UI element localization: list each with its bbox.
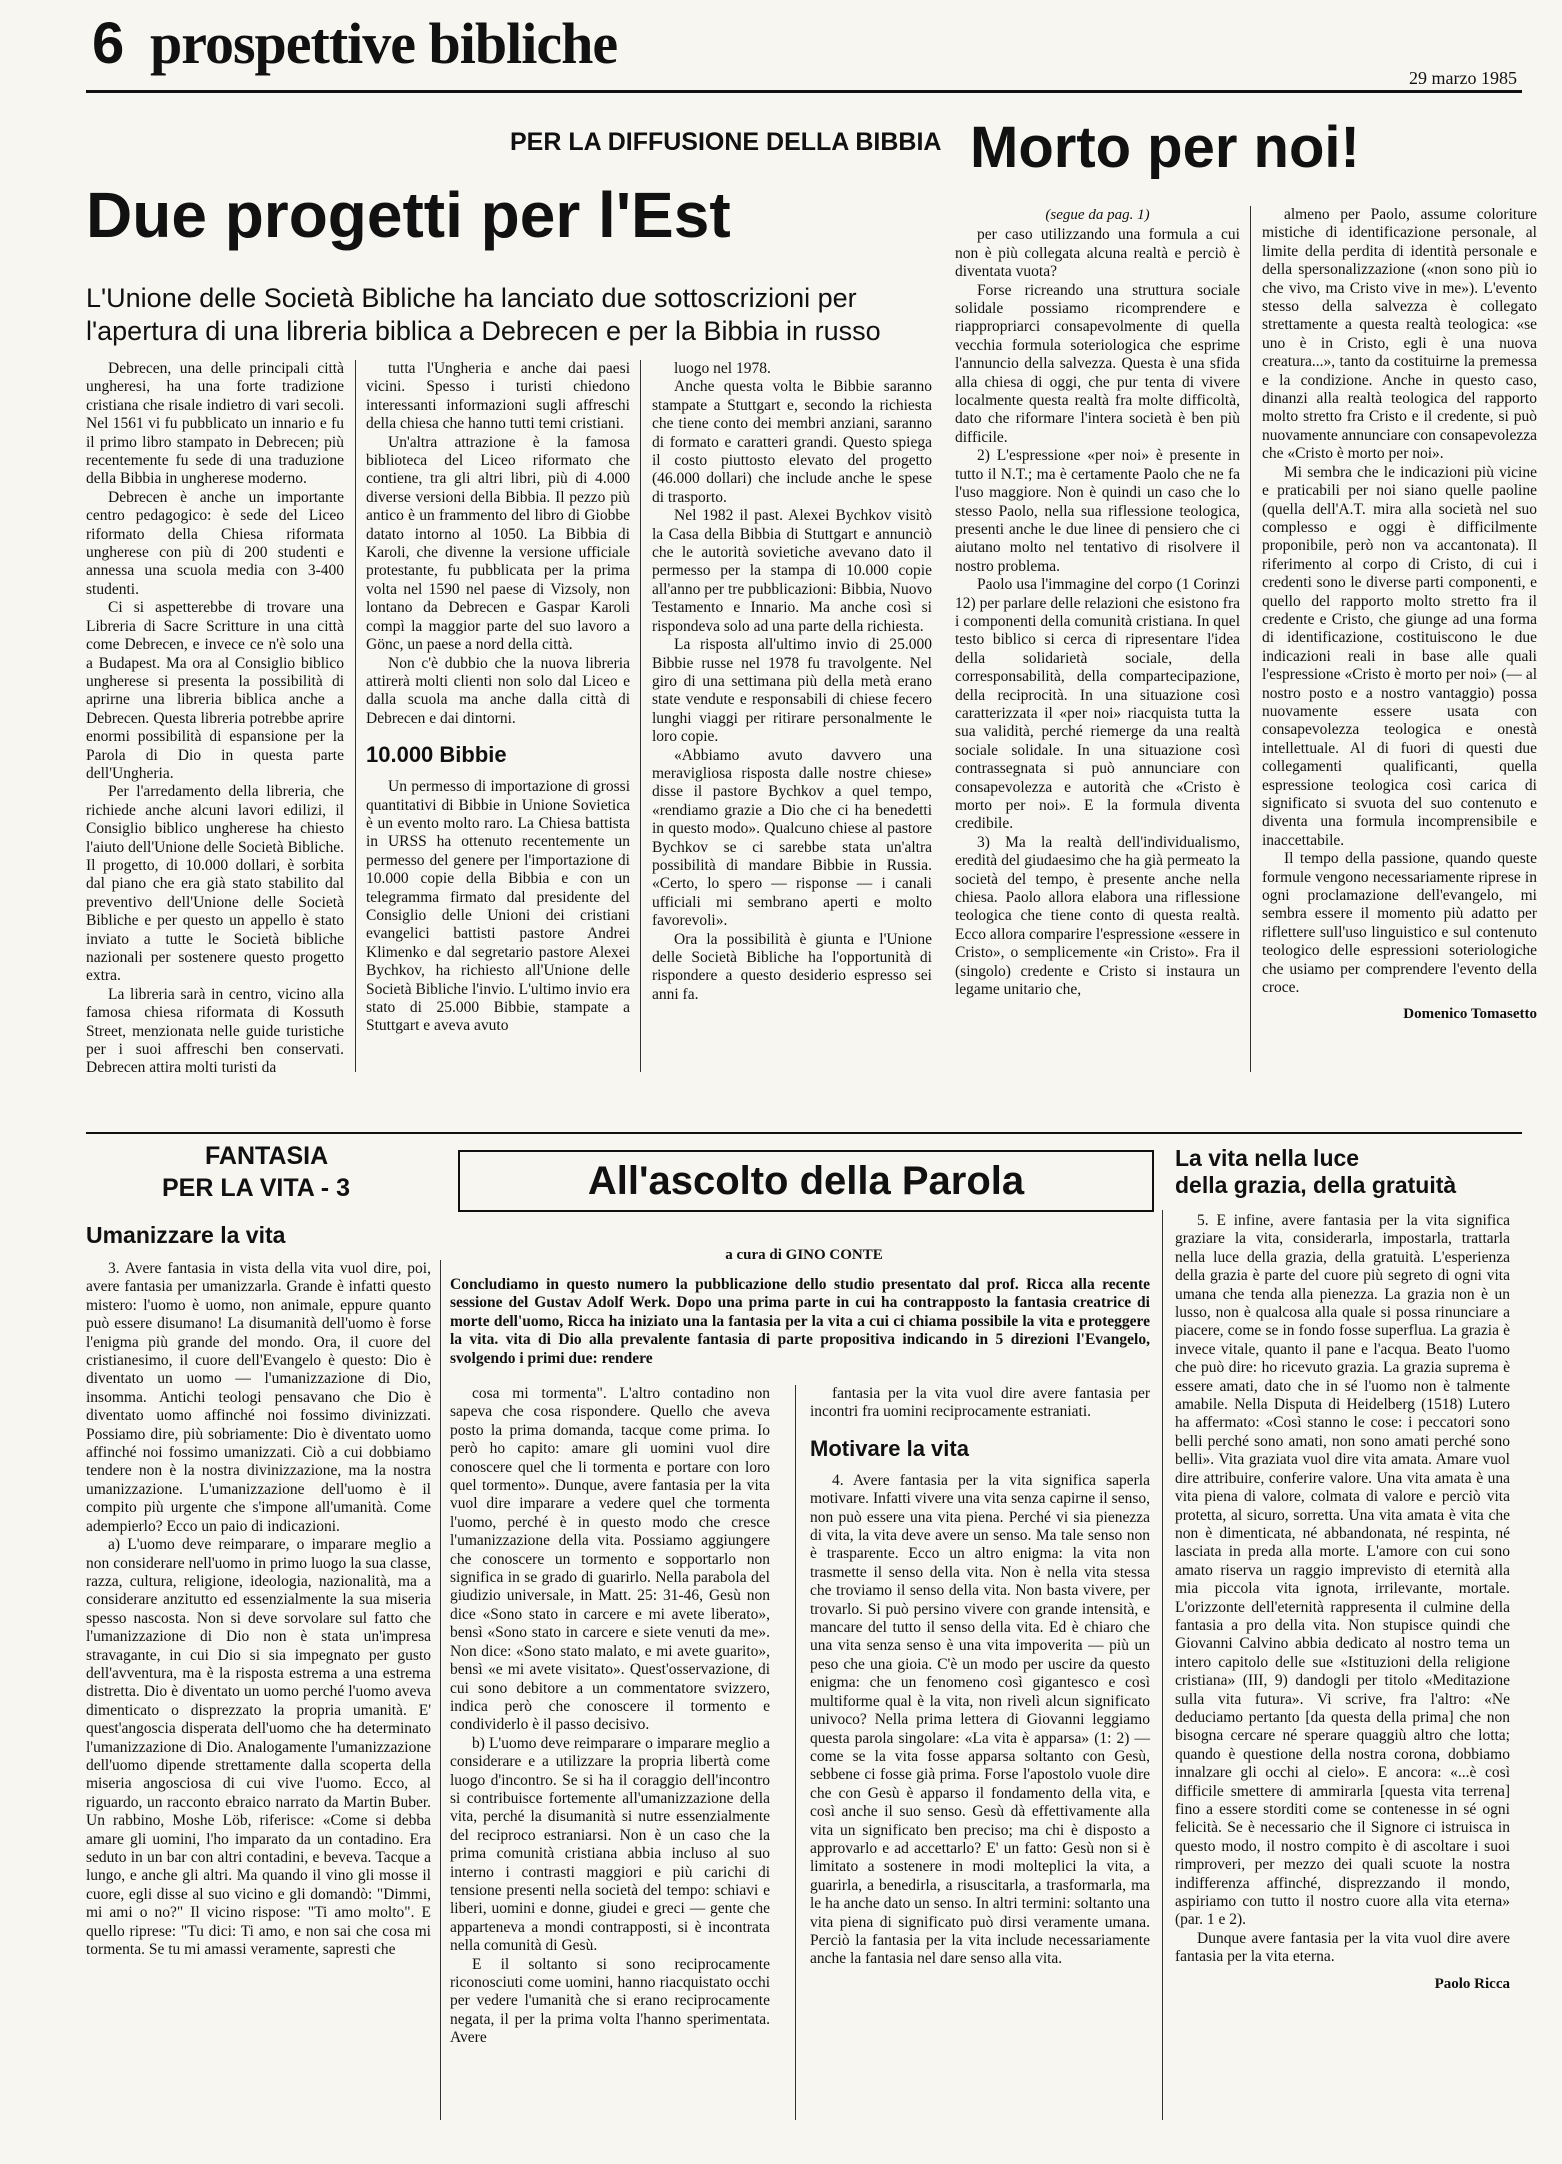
article1-deck: L'Unione delle Società Bibliche ha lanciato due sottoscrizioni per l'apertura di una libreria biblica a Debrecen e per la Bibbia in russo <box>86 283 881 346</box>
article3-col1 <box>86 1260 431 1959</box>
article3-editor: a cura di GINO CONTE <box>725 1247 883 1263</box>
paragraph: per caso utilizzando una formula a cui non è più collegata alcuna realtà e perciò è diventata vuota? <box>955 226 1240 281</box>
paragraph: almeno per Paolo, assume coloriture mistiche di identificazione personale, al limite della perdita di identità personale e della spersonalizzazione («non sono più io che vivo, ma Cristo vive in me»). L'evento stesso della salvezza è collegato strettamente a questa realtà teologica: «se uno è in Cristo, egli è una nuova creatura...», tanto da costituirne la premessa e la condizione. Anche in questo caso, dinanzi alla realtà teologica del rapporto molto stretto fra Cristo e il credente, si può nuovamente annunciare con consapevolezza che «Cristo è morto per noi». <box>1262 206 1537 463</box>
masthead-rule <box>86 90 1522 93</box>
paragraph: Anche questa volta le Bibbie saranno stampate a Stuttgart e, secondo la richiesta che tiene conto dei membri anziani, saranno di formato e caratteri grandi. Questo spiega il costo piuttosto elevato del progetto (46.000 dollari) che include anche le spese di trasporto. <box>652 378 932 506</box>
paragraph: Per l'arredamento della libreria, che richiede anche alcuni lavori edilizi, il Consiglio biblico ungherese ha chiesto l'aiuto dell'Unione delle Società Bibliche. Il progetto, di 10.000 dollari, è sorbita dal piano che era già stato stabilito dal preventivo dell'Unione delle Società Bibliche e per questo un appello è stato inviato a tutte le Società bibliche nazionali per sostenere questo progetto extra. <box>86 783 344 985</box>
article2-col2 <box>1262 206 1537 1024</box>
paragraph: 2) L'espressione «per noi» è presente in tutto il N.T.; ma è certamente Paolo che ne fa l'uso maggiore. Non è quindi un caso che lo stesso Paolo, nella sua riflessione teologica, presenti anche le due linee di pensiero che ci aiutano molto nel tentativo di risolvere il nostro problema. <box>955 447 1240 575</box>
paragraph: Ora la possibilità è giunta e l'Unione delle Società Bibliche ha l'opportunità di rispondere a questo desiderio espresso sei anni fa. <box>652 930 932 1003</box>
paragraph: Mi sembra che le indicazioni più vicine e praticabili per noi siano quelle paoline (quella dell'A.T. mira alla società nel suo complesso e oggi è difficilmente proponibile, però non va accantonata). Il riferimento al corpo di Cristo, di cui i credenti sono le diverse parti componenti, e quello del rapporto molto stretto fra il credente e Cristo, che giunge ad una forma di identificazione, costituiscono le due indicazioni reali in base alle quali l'espressione «Cristo è morto per noi» (— al nostro posto e a nostro vantaggio) possa nuovamente essere usata con consapevolezza teologica e onestà intellettuale. Al di fuori di questi due collegamenti qualificanti, quella espressione teologica così carica di significato si svuota del suo contenuto e diventa una formula incomprensibile e inaccettabile. <box>1262 463 1537 849</box>
article2-headline: Morto per noi! <box>970 115 1360 180</box>
issue-date: 29 marzo 1985 <box>1409 68 1517 88</box>
paragraph: cosa mi tormenta". L'altro contadino non sapeva che cosa rispondere. Quello che aveva posto la prima domanda, tacque come prima. Io però ho capito: amare gli uomini vuol dire conoscere quel che li tormenta e portare con loro quel tormento». Dunque, avere fantasia per la vita vuol dire imparare a vedere quel che tormenta l'uomo, perché è in questo modo che cresce l'umanizzazione della vita. Possiamo aggiungere che conoscere un tormento e sopportarlo non significa in se grado di guarirlo. Nella parabola del giudizio universale, in Matt. 25: 31-46, Gesù non dice «Sono stato in carcere e mi avete liberato», bensì «Sono stato in carcere e siete venuti da me». Non dice: «Sono stato malato, e mi avete guarito», bensì «e mi avete visitato». Quest'osservazione, di cui sono debitore a un commentatore svizzero, indica però che conoscere il tormento e condividerlo è il passo decisivo. <box>450 1385 770 1734</box>
paragraph: Dunque avere fantasia per la vita vuol dire avere fantasia per la vita eterna. <box>1175 1929 1510 1966</box>
article3-intro: Concludiamo in questo numero la pubblicazione dello studio presentato dal prof. Ricca alla recente sessione del Gustav Adolf Werk. Dopo una prima parte in cui ha contrapposto la fantasia creatrice di morte dell'uomo, Ricca ha iniziato una la fantasia per la vita a cui ci chiama possibile la vita e proteggere la vita. vita di Dio alla prevalente fantasia di parte propositiva indicando in 5 direzioni l'Evangelo, svolgendo i primi due: rendere <box>450 1276 1150 1367</box>
article1-col1 <box>86 360 344 1078</box>
article1-headline: Due progetti per l'Est <box>86 179 731 251</box>
article3-col3 <box>810 1385 1150 1969</box>
column-divider <box>1162 1210 1163 2120</box>
paragraph: Debrecen è anche un importante centro pedagogico: è sede del Liceo riformato della Chiesa riformata ungherese con più di 200 studenti e annessa una scuola media con 3-400 studenti. <box>86 488 344 598</box>
paragraph: Un permesso di importazione di grossi quantitativi di Bibbie in Unione Sovietica è un evento molto raro. La Chiesa battista in URSS ha ottenuto recentemente un permesso del genere per l'importazione di 10.000 copie della Bibbia e con un telegramma firmato dal presidente del Consiglio delle Unioni dei cristiani evangelici battisti pastore Andrei Klimenko e dal segretario pastore Alexei Bychkov, ha richiesto all'Unione delle Società Bibliche l'invio. L'ultimo invio era stato di 25.000 Bibbie, stampate a Stuttgart e aveva avuto <box>366 778 630 1035</box>
paragraph: Paolo usa l'immagine del corpo (1 Corinzi 12) per parlare delle relazioni che esistono fra i componenti della comunità cristiana. In quel testo biblico si cerca di ripresentare l'idea della solidarietà sociale, della corresponsabilità, della compartecipazione, della reciprocità. In una situazione così caratterizzata il «per noi» riacquista tutta la sua validità, perché riemerge da una realtà sociale solidale. In una situazione così contrassegnata si può annunciare con consapevolezza e autorità che «Cristo è morto per noi». E la formula diventa credibile. <box>955 576 1240 833</box>
paragraph: Debrecen, una delle principali città ungheresi, ha una forte tradizione cristiana che risale indietro di vari secoli. Nel 1561 vi fu pubblicato un innario e fu il primo libro stampato in Debrecen; più recentemente fu sede di una traduzione della Bibbia in ungherese moderno. <box>86 360 344 488</box>
article2-author: Domenico Tomasetto <box>1403 1006 1537 1023</box>
article2-col1 <box>955 206 1240 999</box>
section-title: prospettive bibliche <box>150 11 618 76</box>
column-divider <box>1250 206 1251 1072</box>
page-number: 6 <box>92 11 125 76</box>
paragraph: Ci si aspetterebbe di trovare una Libreria di Sacre Scritture in una città come Debrecen, e invece ce n'è solo una a Budapest. Ma ora al Consiglio biblico ungherese si presenta la possibilità di aprirne una libreria biblica anche a Debrecen. Questa libreria potrebbe aprire enormi possibilità di espansione per la Parola di Dio in questa parte dell'Ungheria. <box>86 599 344 782</box>
paragraph: Un'altra attrazione è la famosa biblioteca del Liceo riformato che contiene, tra gli altri libri, più di 4.000 diverse versioni della Bibbia. Il pezzo più antico è un frammento del libro di Giobbe datato intorno al 1050. La Bibbia di Karoli, che divenne la versione ufficiale protestante, fu pubblicata per la prima volta nel 1590 nel paese di Vizsoly, non lontano da Debrecen e Gaspar Karoli compì la maggior parte del suo lavoro a Gönc, un paese a nord della città. <box>366 433 630 654</box>
column-divider <box>640 360 641 1072</box>
paragraph: tutta l'Ungheria e anche dai paesi vicini. Spesso i turisti chiedono interessanti informazioni sugli affreschi della chiesa che hanno tutti temi cristiani. <box>366 360 630 433</box>
article1-col2 <box>366 360 630 1036</box>
paragraph: La libreria sarà in centro, vicino alla famosa chiesa riformata di Kossuth Street, menzionata nelle guide turistiche per i suoi affreschi ben conservati. Debrecen attira molti turisti da <box>86 985 344 1077</box>
article3-subhead-2: Motivare la vita <box>810 1435 969 1461</box>
paragraph: 3) Ma la realtà dell'individualismo, eredità del giudaesimo che ha già permeato la società del tempo, è presente anche nella chiesa. Paolo allora elabora una riflessione teologica che tiene conto di questa realtà. Ecco allora comparire l'espressione «essere in Cristo», o semplicemente «in Cristo». Fra il (singolo) credente e Cristo si instaura un legame unitario che, <box>955 833 1240 999</box>
article1-kicker: PER LA DIFFUSIONE DELLA BIBBIA <box>510 128 942 156</box>
paragraph: «Abbiamo avuto davvero una meravigliosa risposta dalle nostre chiese» disse il pastore Bychkov a quel tempo, «rendiamo grazie a Dio che ci ha benedetti in questo modo». Qualcuno chiese al pastore Bychkov se ci sarebbe stata un'altra possibilità di mandare Bibbie in Russia. «Certo, lo spero — risponse — i canali ufficiali mi sembrano aperti e molto favorevoli». <box>652 746 932 930</box>
paragraph: luogo nel 1978. <box>674 360 771 377</box>
paragraph: Non c'è dubbio che la nuova libreria attirerà molti clienti non solo dal Liceo e dalla scuola ma anche dalla città di Debrecen e dai dintorni. <box>366 654 630 727</box>
article3-col4 <box>1175 1212 1510 1993</box>
paragraph: 3. Avere fantasia in vista della vita vuol dire, poi, avere fantasia per umanizzarla. Grande è infatti questo mistero: l'uomo è uomo, non animale, eppure quanto può essere disumano! La disumanità dell'uomo è forse l'enigma più grande del mondo. Ora, il cuore del cristianesimo, il cuore dell'Evangelo è questo: Dio è diventato un uomo — l'umanizzazione di Dio, insomma. Antichi teologi pensavano che Dio è diventato uomo affinché noi fossimo divinizzati. Possiamo dire, più sobriamente: Dio è diventato uomo affinché noi fossimo umanizzati. Ciò a cui dobbiamo tendere non è la nostra divinizzazione, ma la nostra umanizzazione. L'umanizzazione dell'uomo è il compito più urgente che s'impone all'umanità. Come adempierlo? Ecco un paio di indicazioni. <box>86 1260 431 1535</box>
paragraph: Il tempo della passione, quando queste formule vengono necessariamente riprese in ogni proclamazione dell'evangelo, mi sembra essere il momento più adatto per riflettere sull'uso linguistico e sul contenuto teologico delle espressioni soteriologiche che usiamo per comprendere l'evento della croce. <box>1262 850 1537 997</box>
paragraph: 4. Avere fantasia per la vita significa saperla motivare. Infatti vivere una vita senza capirne il senso, non può essere una vita piena. Perché vi sia pienezza di vita, la vita deve avere un senso. Ma tale senso non è trasparente. Ecco un altro enigma: la vita non trasmette il senso della vita. Non è nella vita stessa che troviamo il senso della vita. Non basta vivere, per trovarlo. Si può persino vivere con grande intensità, e mancare del tutto il senso della vita. Ed è chiaro che una vita senza senso è una vita impoverita — più un peso che una gioia. C'è un modo per uscire da questo enigma: che un fenomeno così gigantesco e così multiforme qual è la vita, non rivelì alcun significato univoco? Nella prima lettera di Giovanni leggiamo questa parola singolare: «La vita è apparsa» (1: 2) — come se la vita fosse apparsa soltanto con Gesù, sebbene ci fosse già prima. Forse l'apostolo vuole dire che con Gesù è apparso il fondamento della vita, e così anche il suo senso. Gesù dà effettivamente alla vita un significato ben preciso; ma chi è disposto a approvarlo e ad accettarlo? E' un fatto: Gesù non si è limitato a sostenere in modi molteplici la vita, a guarirla, a benedirla, a risuscitarla, a trasformarla, ma le ha anche dato un senso. In altri termini: soltanto una vita piena di significato può dirsi veramente umana. Perciò la fantasia per la vita include necessariamente anche la fantasia nel dare senso alla vita. <box>810 1471 1150 1968</box>
paragraph: La risposta all'ultimo invio di 25.000 Bibbie russe nel 1978 fu travolgente. Nel giro di una settimana più della metà erano state vendute e responsabili di chiese fecero lunghi viaggi per ritirare personalmente le loro copie. <box>652 636 932 746</box>
article3-author: Paolo Ricca <box>1434 1975 1510 1992</box>
article3-kicker-line1: FANTASIA <box>205 1142 329 1170</box>
paragraph: Forse ricreando una struttura sociale solidale possiamo ricomprendere e riappropriarci consapevolmente di quella vecchia formula soteriologica che esprime l'annuncio della salvezza. Questa è una sfida alla chiesa di oggi, che pur tenta di vivere localmente questa realtà fra molte difficoltà, dato che riformare l'intera società è ben più difficile. <box>955 281 1240 446</box>
paragraph: Nel 1982 il past. Alexei Bychkov visitò la Casa della Bibbia di Stuttgart e annunciò che le autorità sovietiche avevano dato il permesso per la stampa di 10.000 copie all'anno per tre pubblicazioni: Bibbia, Nuovo Testamento e Innario. Ma anche così si rispondeva solo ad una parte della richiesta. <box>652 507 932 635</box>
article3-col2 <box>450 1385 770 2048</box>
continued-note: (segue da pag. 1) <box>1045 207 1150 223</box>
column-divider <box>355 360 356 1072</box>
paragraph: fantasia per la vita vuol dire avere fantasia per incontri fra uomini reciprocamente estraniati. <box>810 1385 1150 1421</box>
paragraph: E il soltanto si sono reciprocamente riconosciuti come uomini, hanno riacquistato occhi per vedere l'umanità che si erano reciprocamente negata, il per la prima volta l'hanno sperimentata. Avere <box>450 1955 770 2047</box>
article1-subhead: 10.000 Bibbie <box>366 742 507 768</box>
column-divider <box>440 1260 441 2120</box>
article3-side-headline-2: della grazia, della gratuità <box>1175 1172 1457 1198</box>
paragraph: b) L'uomo deve reimparare o imparare meglio a considerare e a utilizzare la propria libertà come luogo d'incontro. Se si ha il coraggio dell'incontro si contribuisce fortemente all'umanizzazione della vita, perché la disumanità si nutre essenzialmente del reciproco estraniarsi. Non è un caso che la prima comunità cristiana abbia incluso al suo interno i contrasti maggiori e più carichi di tensione presenti nella società del tempo: schiavi e liberi, uomini e donne, giudei e greci — gente che apparteneva a mondi contrapposti, si è incontrata nella comunità di Gesù. <box>450 1734 770 1955</box>
article3-subhead-1: Umanizzare la vita <box>86 1222 286 1248</box>
article3-kicker-line2: PER LA VITA - 3 <box>162 1174 350 1202</box>
paragraph: 5. E infine, avere fantasia per la vita significa graziare la vita, considerarla, impostarla, trattarla nella luce della grazia, della gratuità. L'esperienza della grazia è parte del cuore più segreto di ogni vita umana che tenda alla pienezza. La grazia non è un lusso, non è qualcosa alla quale si possa rinunciare a piacere, come se in fondo fosse superflua. La grazia è invece vitale, quanto il pane e l'acqua. Beato l'uomo che può dire: ho ricevuto grazia. La grazia suprema è essere amati, dato che in sé l'uomo non è talmente amabile. Nella Disputa di Heidelberg (1518) Lutero ha affermato: «Così stanno le cose: i peccatori sono belli perché sono amati, non sono amati perché sono belli». Vita graziata vuol dire vita amata. Amare vuol dire attribuire, conferire valore. Una vita amata è una vita piena di valore, colmata di valore e perciò vita protetta, al sicuro, sorretta. Una vita amata è vita che non è dimenticata, né abbandonata, né respinta, né lasciata in preda alla morte. L'amore con cui sono amato riserva un raggio imprevisto di eternità alla mia piccola vita ignota, irrilevante, mortale. L'orizzonte dell'eternità rappresenta il culmine della fantasia a pro della vita. Non stupisce quindi che Giovanni Calvino abbia dedicato al nostro tema un intero capitolo delle sue «Istituzioni della religione cristiana» (III, 9) dandogli per titolo «Meditazione sulla vita futura». Vi scrive, fra l'altro: «Ne deduciamo pertanto [da questa della prima] che non bisogna cercare né sperare quaggiù altro che lotta; quando è questione della nostra corona, dobbiamo innalzare gli occhi al cielo». E ancora: «...è così difficile smettere di ammirarla [questa vita terrena] fino a essere storditi come se contenesse in sé ogni felicità. Se è necessario che il Signore ci istruisca in questo modo, il nostro compito è di ascoltare i suoi rimproveri, per mezzo dei quali scuote la nostra indifferenza affinché, disprezzando il mondo, aspiriamo con tutto il nostro cuore alla vita eterna» (par. 1 e 2). <box>1175 1212 1510 1929</box>
column-divider <box>795 1385 796 2120</box>
article3-box-headline: All'ascolto della Parola <box>458 1150 1154 1212</box>
article3-side-headline-1: La vita nella luce <box>1175 1145 1360 1171</box>
section-rule <box>86 1132 1522 1134</box>
article1-col3 <box>652 360 932 1004</box>
paragraph: a) L'uomo deve reimparare, o imparare meglio a non considerare nell'uomo in primo luogo la sua classe, razza, cultura, religione, ideologia, nazionalità, ma a considerare anzitutto ed essenzialmente la sua miseria spesso nascosta. Non si deve sorvolare sul fatto che l'umanizzazione di Dio non è stata un'impresa stravagante, in cui Dio si sia impegnato per gusto dell'avventura, ma è la risposta estrema a una estrema distretta. Dio è diventato un uomo perché l'uomo aveva dimenticato o disprezzato la propria umanità. E' quest'angoscia disperata dell'uomo che ha determinato l'umanizzazione di Dio. Analogamente l'umanizzazione dell'uomo dipende strettamente dalla scoperta della miseria angosciosa di cui vive l'uomo. Ecco, al riguardo, un racconto ebraico narrato da Martin Buber. Un rabbino, Moshe Löb, riferisce: «Come si debba amare gli uomini, l'ho imparato da un contadino. Era seduto in un bar con altri contadini, e beveva. Tacque a lungo, e anche gli altri. Ma quando il vino gli mosse il cuore, egli disse al suo vicino e gli domandò: "Dimmi, mi ami o no?" Il vicino rispose: "Ti amo molto". E quello riprese: "Tu dici: Ti amo, e non sai che cosa mi tormenta. Se tu mi amassi veramente, sapresti che <box>86 1536 431 1959</box>
